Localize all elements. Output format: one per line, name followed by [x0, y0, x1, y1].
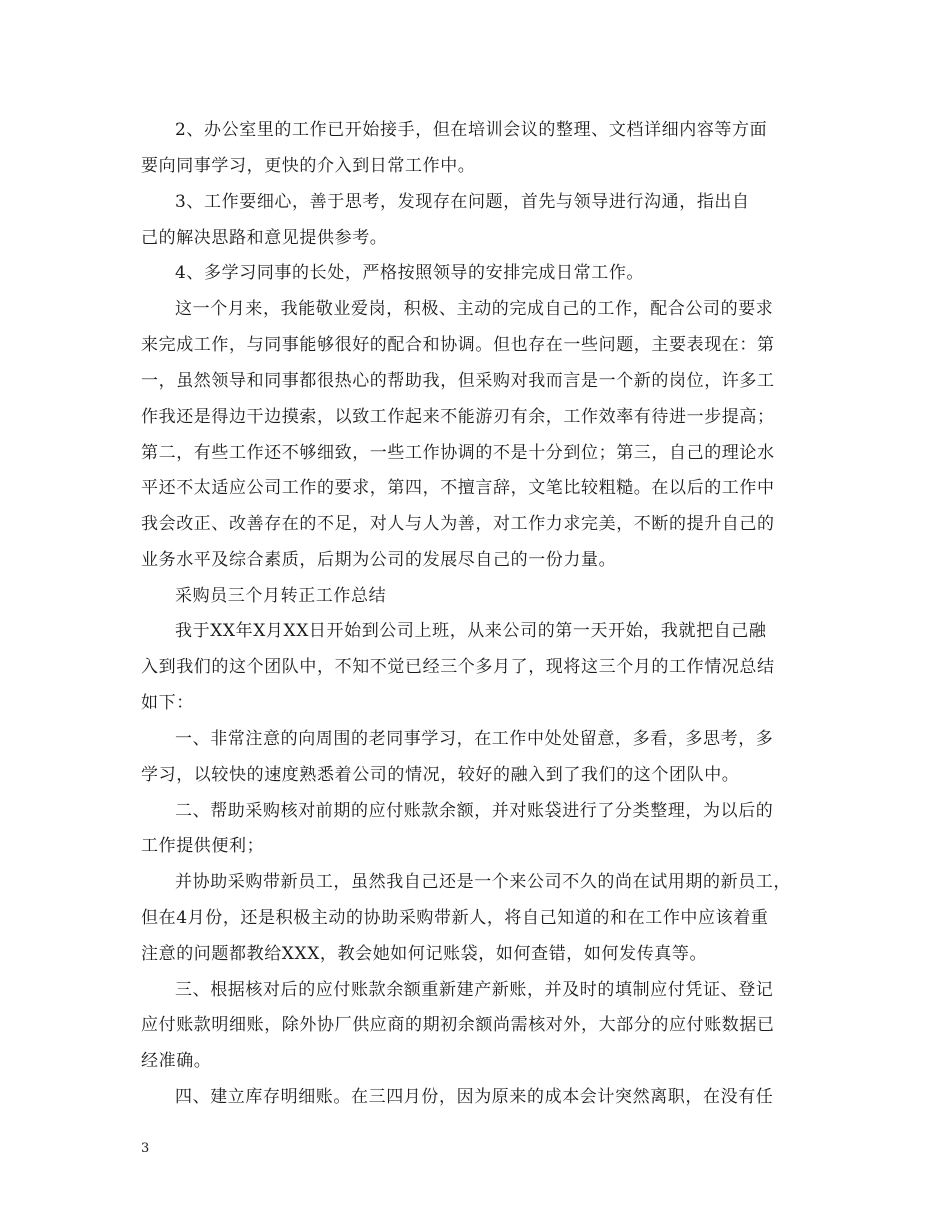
text-line: 来完成工作，与同事能够很好的配合和协调。但也存在一些问题，主要表现在：第: [141, 335, 775, 355]
text-line: 如下：: [141, 693, 194, 713]
text-line: 注意的问题都教给XXX，教会她如何记账袋，如何查错，如何发传真等。: [141, 944, 708, 964]
text-line: 业务水平及综合素质，后期为公司的发展尽自己的一份力量。: [141, 550, 617, 570]
text-line: 第二，有些工作还不够细致，一些工作协调的不是十分到位；第三，自己的理论水: [141, 443, 775, 463]
text-line: 并协助采购带新员工，虽然我自己还是一个来公司不久的尚在试用期的新员工，: [175, 872, 791, 892]
text-line: 要向同事学习，更快的介入到日常工作中。: [141, 156, 476, 176]
text-line: 4、多学习同事的长处，严格按照领导的安排完成日常工作。: [175, 263, 645, 283]
text-line: 2、办公室里的工作已开始接手，但在培训会议的整理、文档详细内容等方面: [175, 120, 768, 140]
text-line: 己的解决思路和意见提供参考。: [141, 228, 388, 248]
text-line: 入到我们的这个团队中，不知不觉已经三个多月了，现将这三个月的工作情况总结: [141, 657, 775, 677]
text-line: 学习，以较快的速度熟悉着公司的情况，较好的融入到了我们的这个团队中。: [141, 765, 740, 785]
text-line: 这一个月来，我能敬业爱岗，积极、主动的完成自己的工作，配合公司的要求: [175, 299, 774, 319]
text-line: 三、根据核对后的应付账款余额重新建产新账，并及时的填制应付凭证、登记: [175, 980, 774, 1000]
text-line: 我于XX年X月XX日开始到公司上班，从来公司的第一天开始，我就把自己融: [175, 621, 767, 641]
text-line: 经准确。: [141, 1051, 212, 1071]
section-title: 采购员三个月转正工作总结: [175, 586, 387, 606]
text-line: 二、帮助采购核对前期的应付账款余额，并对账袋进行了分类整理，为以后的: [175, 801, 774, 821]
text-line: 作我还是得边干边摸索，以致工作起来不能游刃有余，工作效率有待进一步提高；: [141, 407, 775, 427]
text-line: 平还不太适应公司工作的要求，第四，不擅言辞，文笔比较粗糙。在以后的工作中: [141, 478, 775, 498]
text-line: 工作提供便利；: [141, 836, 265, 856]
text-line: 一、非常注意的向周围的老同事学习，在工作中处处留意，多看，多思考，多: [175, 729, 774, 749]
page-number: 3: [141, 1141, 150, 1156]
text-line: 四、建立库存明细账。在三四月份，因为原来的成本会计突然离职，在没有任: [175, 1087, 774, 1107]
text-line: 应付账款明细账，除外协厂供应商的期初余额尚需核对外，大部分的应付账数据已: [141, 1015, 775, 1035]
text-line: 3、工作要细心，善于思考，发现存在问题，首先与领导进行沟通，指出自: [175, 192, 750, 212]
text-line: 但在4月份，还是积极主动的协助采购带新人，将自己知道的和在工作中应该着重: [141, 908, 769, 928]
text-line: 我会改正、改善存在的不足，对人与人为善，对工作力求完美，不断的提升自己的: [141, 514, 775, 534]
text-line: 一，虽然领导和同事都很热心的帮助我，但采购对我而言是一个新的岗位，许多工: [141, 371, 775, 391]
